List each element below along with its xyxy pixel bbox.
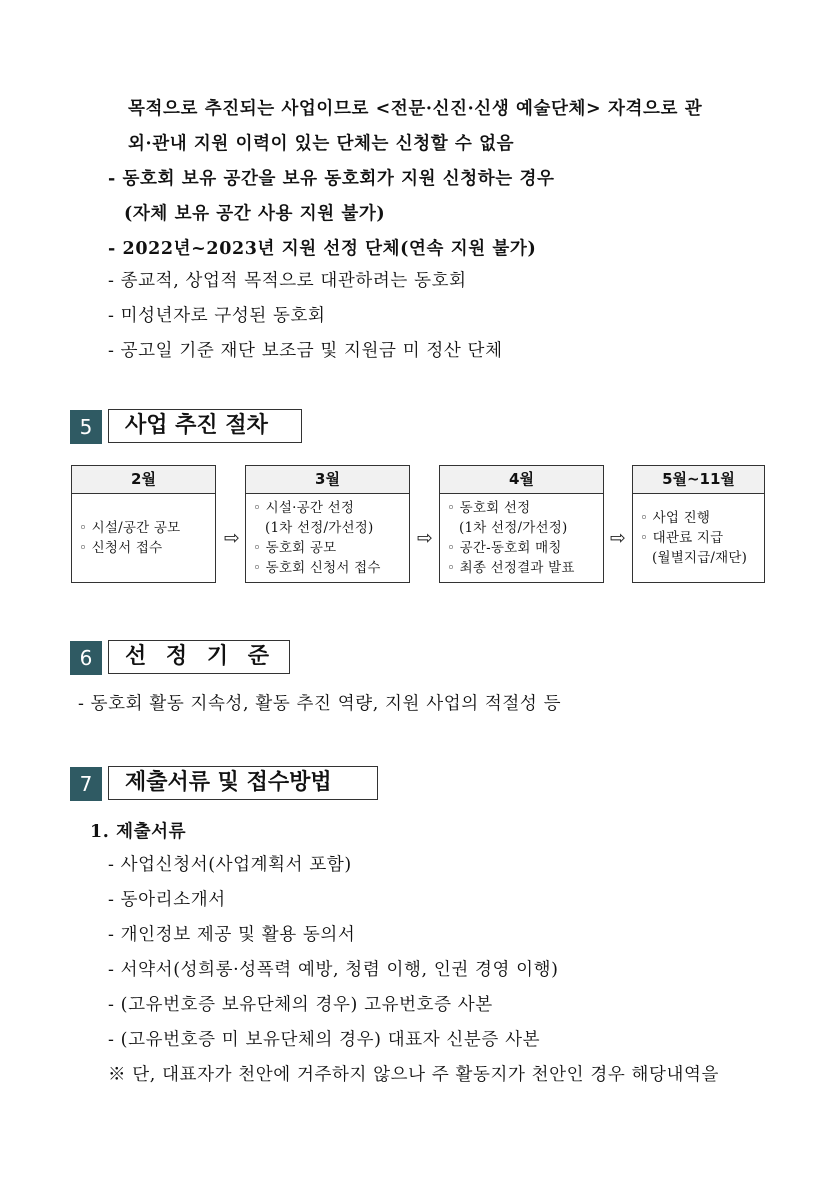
step-box-apr [439, 465, 604, 583]
section-6-number: 6 [70, 641, 102, 675]
step-body [447, 493, 599, 582]
step-line: ◦ 동호회 신청서 접수 [253, 559, 381, 576]
step-line: ◦ 시설/공간 공모 [79, 519, 181, 536]
intro-item: - 종교적, 상업적 목적으로 대관하려는 동호회 [108, 271, 467, 291]
step-body [640, 493, 760, 582]
document-item: - 사업신청서(사업계획서 포함) [108, 855, 352, 875]
step-line: ◦ 신청서 접수 [79, 539, 163, 556]
step-line: ◦ 공간-동호회 매칭 [447, 539, 562, 556]
note-text: ※ 단, 대표자가 천안에 거주하지 않으나 주 활동지가 천안인 경우 해당내역을 [108, 1065, 720, 1085]
document-item: - 개인정보 제공 및 활용 동의서 [108, 925, 356, 945]
section-7-number: 7 [70, 767, 102, 801]
section-6-title: 선 정 기 준 [108, 640, 290, 674]
step-month: 2월 [72, 466, 215, 494]
step-line: ◦ 최종 선정결과 발표 [447, 559, 575, 576]
step-line: ◦ 동호회 공모 [253, 539, 337, 556]
arrow-right-icon: ⇨ [224, 527, 240, 549]
arrow-right-icon: ⇨ [417, 527, 433, 549]
step-body [253, 493, 405, 582]
section-5-title: 사업 추진 절차 [108, 409, 302, 443]
step-box-feb [71, 465, 216, 583]
step-month: 3월 [246, 466, 409, 494]
intro-line-2: 외·관내 지원 이력이 있는 단체는 신청할 수 없음 [128, 134, 515, 154]
step-month: 4월 [440, 466, 603, 494]
step-line: ◦ 시설·공간 선정 [253, 499, 355, 516]
step-line: (월별지급/재단) [652, 549, 748, 566]
intro-item: - 공고일 기준 재단 보조금 및 지원금 미 정산 단체 [108, 341, 503, 361]
document-item: - (고유번호증 보유단체의 경우) 고유번호증 사본 [108, 995, 493, 1015]
step-line: ◦ 동호회 선정 [447, 499, 531, 516]
step-line: (1차 선정/가선정) [459, 519, 568, 536]
step-line: ◦ 대관료 지급 [640, 529, 724, 546]
criteria-text: - 동호회 활동 지속성, 활동 추진 역량, 지원 사업의 적절성 등 [78, 694, 562, 714]
document-item: - 서약서(성희롱·성폭력 예방, 청렴 이행, 인권 경영 이행) [108, 960, 559, 980]
document-item: - 동아리소개서 [108, 890, 226, 910]
step-box-may-nov [632, 465, 765, 583]
intro-item: - 동호회 보유 공간을 보유 동호회가 지원 신청하는 경우 [108, 169, 555, 189]
intro-item: - 2022년~2023년 지원 선정 단체(연속 지원 불가) [108, 239, 537, 259]
intro-line-1: 목적으로 추진되는 사업이므로 <전문·신진·신생 예술단체> 자격으로 관 [128, 99, 703, 119]
subheading-documents: 1. 제출서류 [90, 822, 187, 842]
step-box-mar [245, 465, 410, 583]
step-month: 5월~11월 [633, 466, 764, 494]
section-5-number: 5 [70, 410, 102, 444]
step-line: ◦ 사업 진행 [640, 509, 711, 526]
arrow-right-icon: ⇨ [610, 527, 626, 549]
section-7-title: 제출서류 및 접수방법 [108, 766, 378, 800]
step-body [79, 493, 211, 582]
intro-item: - 미성년자로 구성된 동호회 [108, 306, 326, 326]
document-item: - (고유번호증 미 보유단체의 경우) 대표자 신분증 사본 [108, 1030, 541, 1050]
intro-item: (자체 보유 공간 사용 지원 불가) [124, 204, 386, 224]
step-line: (1차 선정/가선정) [265, 519, 374, 536]
